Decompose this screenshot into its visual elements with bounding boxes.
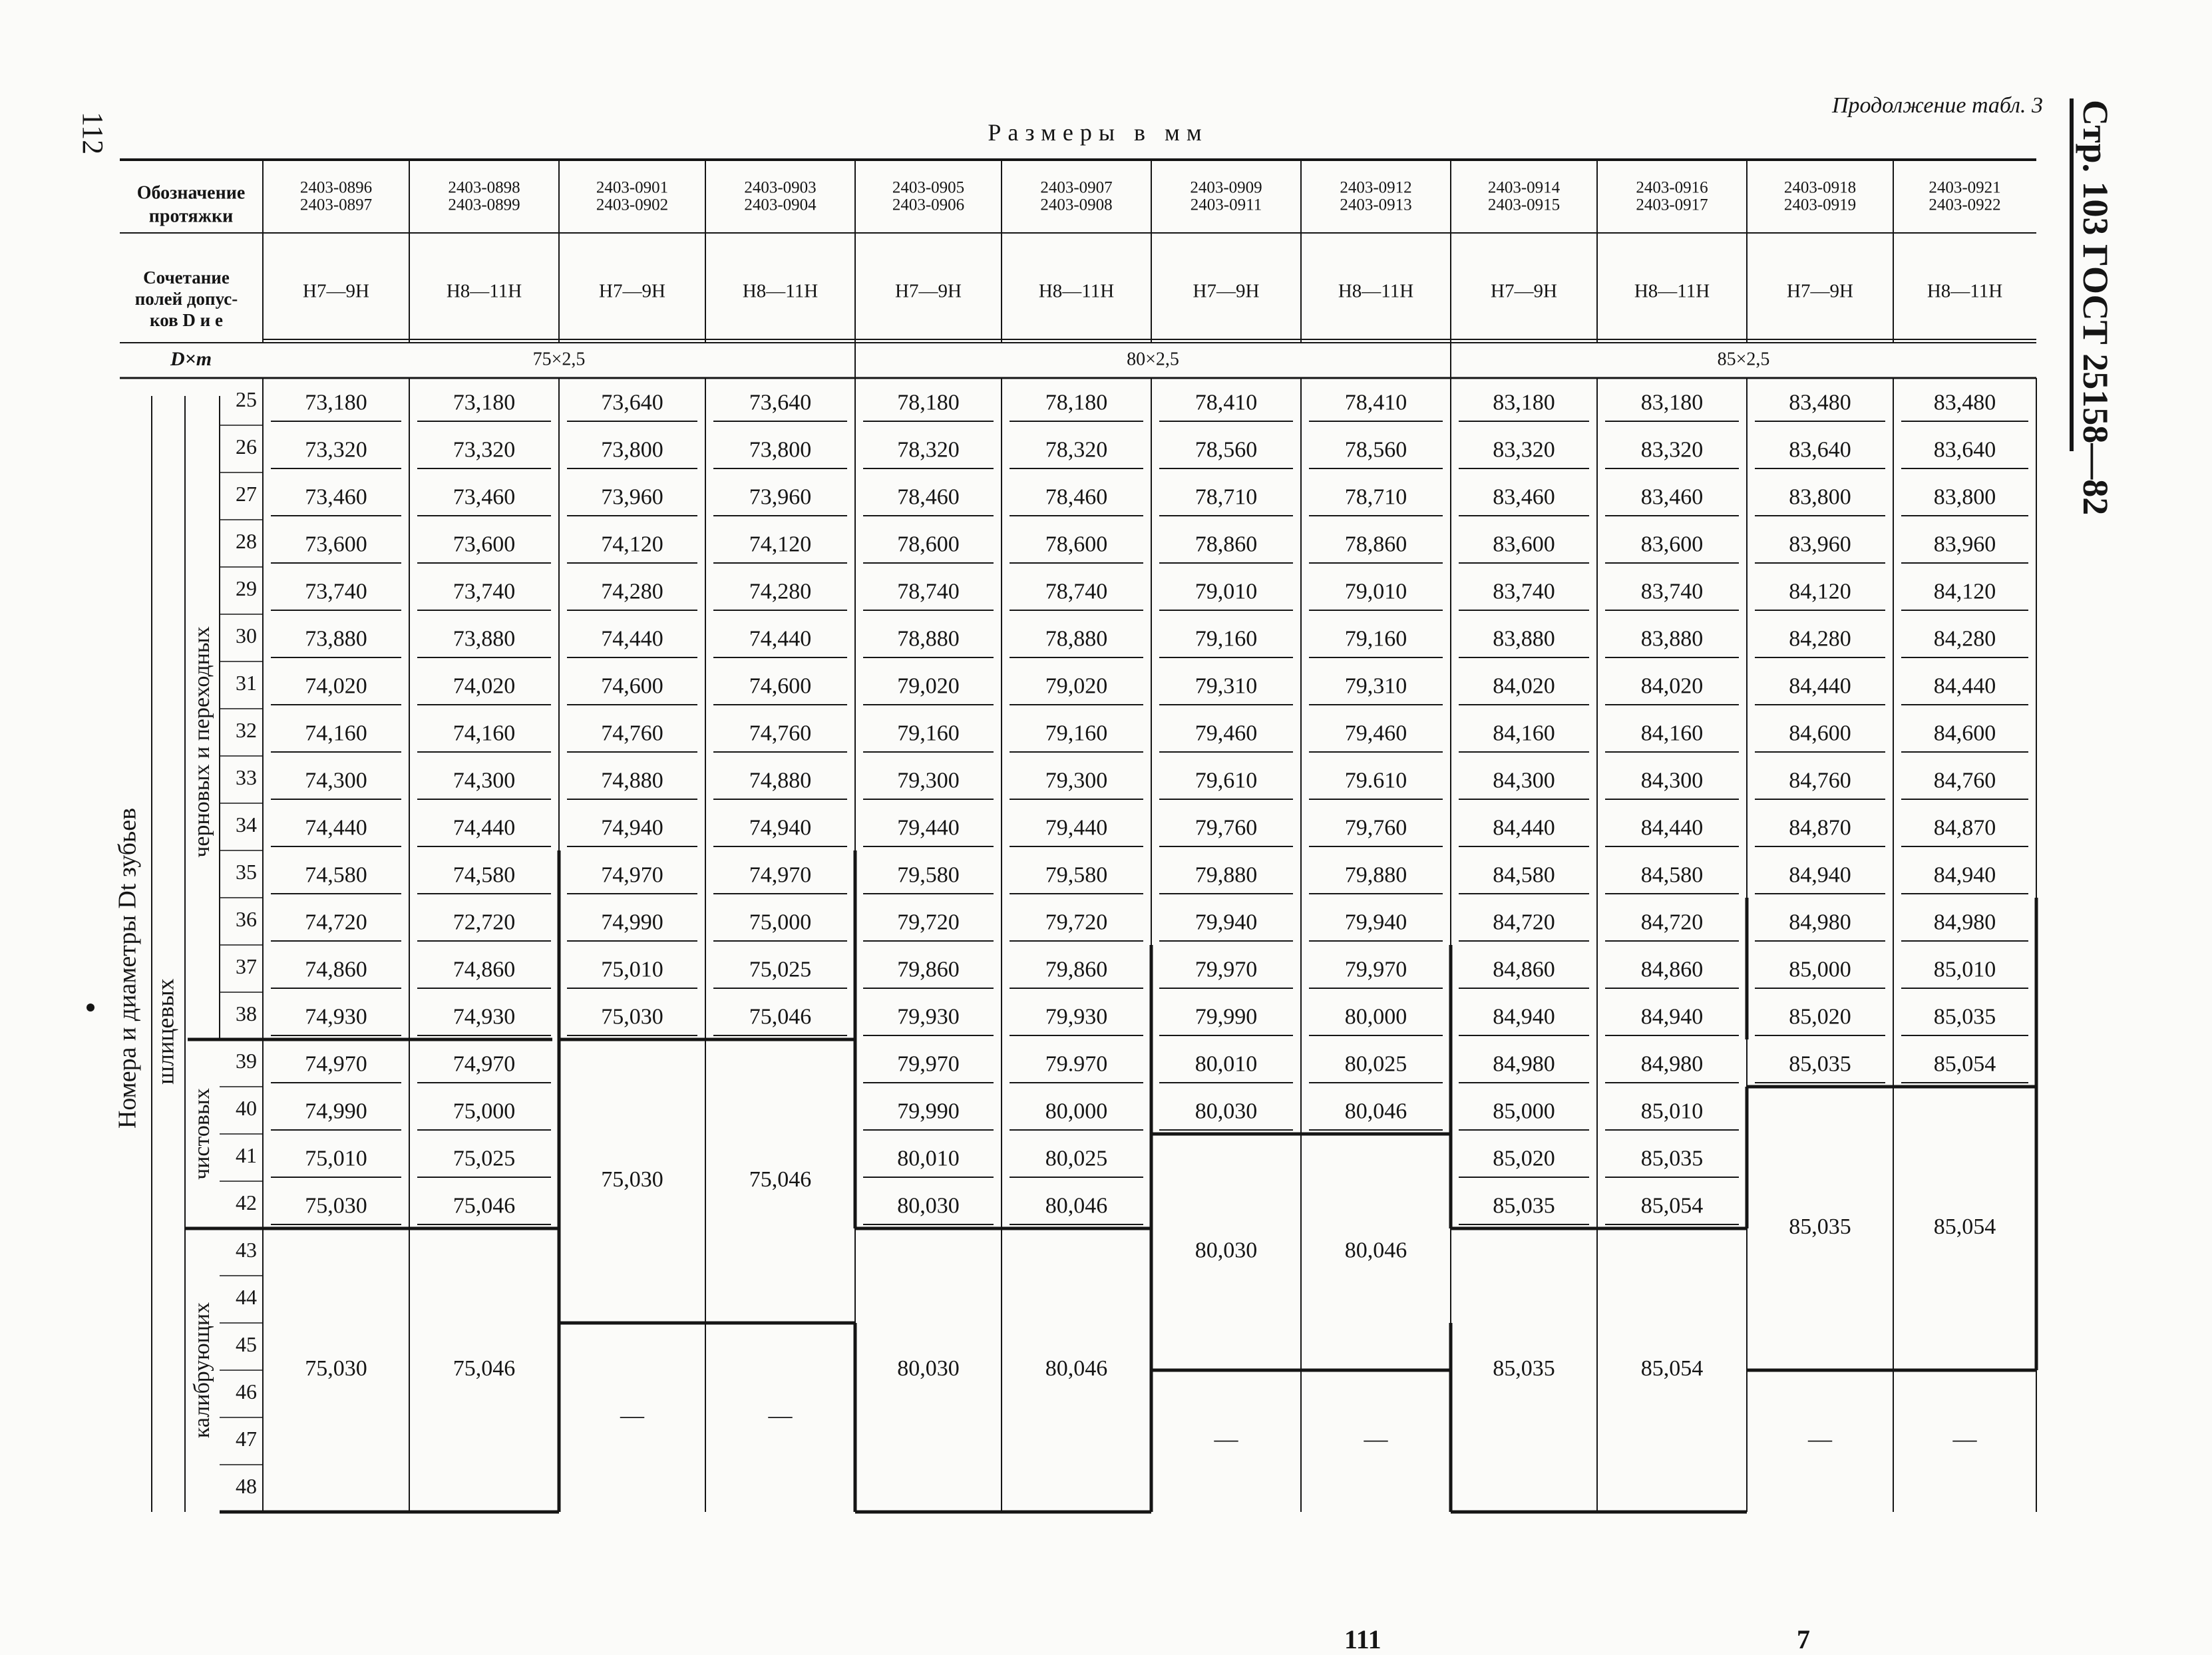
cell-value: 79,440 xyxy=(897,815,960,840)
row-number: 45 xyxy=(236,1332,257,1356)
cell-value: 78,560 xyxy=(1195,437,1258,462)
cell-value: 79,160 xyxy=(1344,626,1407,651)
column-code: 2403-0912 xyxy=(1340,178,1412,197)
cell-value: 79,970 xyxy=(1344,957,1407,982)
row-number: 26 xyxy=(236,434,257,459)
cell-value: 74,930 xyxy=(305,1004,367,1029)
dash-value: — xyxy=(1808,1425,1832,1452)
cell-value: 75,025 xyxy=(749,957,812,982)
cell-value: 79,310 xyxy=(1344,673,1407,699)
tolerance-label: ков D и e xyxy=(150,310,223,331)
cell-value: 79,970 xyxy=(1195,957,1258,982)
cell-value: 74,990 xyxy=(601,910,663,935)
cell-value: 84,980 xyxy=(1789,910,1851,935)
cell-value: 75,046 xyxy=(749,1004,812,1029)
row-main-label: Номера и диаметры Dt зубьев xyxy=(113,807,142,1129)
column-code: 2403-0919 xyxy=(1783,196,1857,214)
cell-value: 79,880 xyxy=(1344,862,1407,888)
cell-value: 84,160 xyxy=(1640,721,1704,746)
cell-value: 84,580 xyxy=(1640,862,1704,888)
cell-value: 74,860 xyxy=(305,957,367,982)
cell-value: 85,020 xyxy=(1493,1146,1555,1171)
dash-value: — xyxy=(620,1401,644,1429)
cell-value: 73,180 xyxy=(453,390,516,415)
column-tolerance: H8—11H xyxy=(1634,280,1710,302)
column-code: 2403-0897 xyxy=(299,196,373,214)
cell-value: 83,320 xyxy=(1493,437,1555,462)
cell-value: 74,990 xyxy=(305,1099,367,1124)
cell-value: 84,440 xyxy=(1640,815,1704,840)
cell-value: 74,880 xyxy=(601,768,663,793)
cell-value: 78,460 xyxy=(1045,484,1108,510)
cell-value: 79,020 xyxy=(897,673,960,699)
column-code: 2403-0902 xyxy=(596,196,669,214)
cell-value: 75,046 xyxy=(453,1193,516,1218)
column-code: 2403-0911 xyxy=(1190,196,1262,214)
dxm-label: D×m xyxy=(170,347,212,370)
column-tolerance: H7—9H xyxy=(1787,280,1853,302)
cell-value: 78,860 xyxy=(1344,532,1407,557)
designation-label: протяжки xyxy=(148,206,234,227)
cell-value: 83,480 xyxy=(1789,390,1851,415)
cell-value: 74,970 xyxy=(601,862,663,888)
row-group-rough-label: черновых и переходных xyxy=(189,626,214,858)
cell-value: 79,720 xyxy=(1045,910,1108,935)
cell-value: 79,940 xyxy=(1344,910,1407,935)
row-group-finish-label: чистовых xyxy=(189,1088,214,1180)
cell-value: 74,280 xyxy=(601,579,663,604)
cell-value: 79,010 xyxy=(1344,579,1407,604)
cell-value: 79,760 xyxy=(1344,815,1407,840)
cell-value: 73,600 xyxy=(305,532,367,557)
dash-value: — xyxy=(1214,1425,1238,1452)
cell-value: 85,010 xyxy=(1640,1099,1704,1124)
row-number: 27 xyxy=(236,481,257,506)
cell-value: 74,930 xyxy=(453,1004,516,1029)
cell-value: 75,030 xyxy=(305,1193,367,1218)
cell-value: 79,990 xyxy=(897,1099,960,1124)
row-number: 48 xyxy=(236,1473,257,1498)
cell-value: 74,940 xyxy=(601,815,663,840)
cell-value: 74,860 xyxy=(453,957,516,982)
merged-value: 85,054 xyxy=(1933,1214,1996,1239)
merged-value: 85,035 xyxy=(1493,1356,1555,1381)
column-code: 2403-0899 xyxy=(448,196,520,214)
cell-value: 78,710 xyxy=(1195,484,1258,510)
cell-value: 79,460 xyxy=(1344,721,1407,746)
dash-value: — xyxy=(1952,1425,1977,1452)
cell-value: 74,020 xyxy=(453,673,516,699)
row-number: 38 xyxy=(236,1001,257,1025)
cell-value: 74,580 xyxy=(453,862,516,888)
cell-value: 79,160 xyxy=(1195,626,1258,651)
cell-value: 79,310 xyxy=(1195,673,1258,699)
sizes-caption: Размеры в мм xyxy=(988,119,1208,146)
cell-value: 84,440 xyxy=(1789,673,1851,699)
cell-value: 78,860 xyxy=(1195,532,1258,557)
column-tolerance: H8—11H xyxy=(1338,280,1414,302)
cell-value: 78,600 xyxy=(1045,532,1108,557)
cell-value: 73,880 xyxy=(305,626,367,651)
column-tolerance: H7—9H xyxy=(1491,280,1557,302)
row-number: 37 xyxy=(236,954,257,978)
cell-value: 84,600 xyxy=(1933,721,1996,746)
column-tolerance: H7—9H xyxy=(599,280,665,302)
bottom-mark-left: 111 xyxy=(1344,1624,1382,1654)
column-tolerance: H7—9H xyxy=(1193,280,1260,302)
cell-value: 85,054 xyxy=(1933,1051,1996,1077)
cell-value: 84,870 xyxy=(1789,815,1851,840)
cell-value: 80,010 xyxy=(897,1146,960,1171)
cell-value: 84,760 xyxy=(1789,768,1851,793)
cell-value: 84,860 xyxy=(1493,957,1555,982)
row-spline-label: шлицевых xyxy=(152,978,179,1085)
cell-value: 79.970 xyxy=(1045,1051,1108,1077)
cell-value: 74,120 xyxy=(749,532,812,557)
cell-value: 85,035 xyxy=(1493,1193,1555,1218)
cell-value: 80,030 xyxy=(1195,1099,1258,1124)
dxm-group-label: 80×2,5 xyxy=(1127,349,1179,370)
column-code: 2403-0918 xyxy=(1783,178,1857,197)
cell-value: 74,760 xyxy=(749,721,812,746)
cell-value: 83,640 xyxy=(1789,437,1851,462)
cell-value: 84,280 xyxy=(1789,626,1851,651)
column-code: 2403-0915 xyxy=(1487,196,1561,214)
cell-value: 73,640 xyxy=(601,390,663,415)
cell-value: 79,300 xyxy=(1045,768,1108,793)
dash-value: — xyxy=(1364,1425,1388,1452)
row-number: 29 xyxy=(236,576,257,600)
cell-value: 75,010 xyxy=(601,957,663,982)
cell-value: 74,440 xyxy=(749,626,812,651)
tolerance-label: Сочетание xyxy=(143,268,230,288)
cell-value: 73,960 xyxy=(749,484,812,510)
cell-value: 84,940 xyxy=(1789,862,1851,888)
cell-value: 73,640 xyxy=(749,390,812,415)
cell-value: 73,180 xyxy=(305,390,367,415)
page-number-left: 112 xyxy=(77,111,109,155)
cell-value: 84,300 xyxy=(1640,768,1704,793)
cell-value: 83,180 xyxy=(1640,390,1704,415)
column-tolerance: H8—11H xyxy=(1038,280,1115,302)
cell-value: 85,035 xyxy=(1789,1051,1851,1077)
cell-value: 84,860 xyxy=(1640,957,1704,982)
cell-value: 79.610 xyxy=(1344,768,1407,793)
row-number: 39 xyxy=(236,1048,257,1073)
cell-value: 78,410 xyxy=(1344,390,1407,415)
row-number: 44 xyxy=(236,1284,257,1309)
designation-label: Обозначение xyxy=(136,182,246,204)
cell-value: 73,800 xyxy=(601,437,663,462)
cell-value: 85,035 xyxy=(1640,1146,1704,1171)
cell-value: 84,980 xyxy=(1640,1051,1704,1077)
column-tolerance: H8—11H xyxy=(1927,280,2003,302)
cell-value: 84,720 xyxy=(1493,910,1555,935)
cell-value: 84,940 xyxy=(1640,1004,1704,1029)
cell-value: 78,320 xyxy=(1045,437,1108,462)
bottom-mark-right: 7 xyxy=(1797,1624,1810,1654)
cell-value: 85,000 xyxy=(1493,1099,1555,1124)
row-number: 34 xyxy=(236,812,257,836)
cell-value: 73,460 xyxy=(305,484,367,510)
cell-value: 79,440 xyxy=(1045,815,1108,840)
merged-value: 80,030 xyxy=(1195,1238,1258,1263)
cell-value: 79,010 xyxy=(1195,579,1258,604)
cell-value: 83,740 xyxy=(1640,579,1704,604)
cell-value: 84,160 xyxy=(1493,721,1555,746)
row-number: 33 xyxy=(236,765,257,789)
cell-value: 74,580 xyxy=(305,862,367,888)
column-code: 2403-0921 xyxy=(1929,178,2001,197)
cell-value: 84,440 xyxy=(1933,673,1996,699)
cell-value: 79,930 xyxy=(897,1004,960,1029)
merged-value: 80,046 xyxy=(1344,1238,1407,1263)
cell-value: 74,760 xyxy=(601,721,663,746)
cell-value: 79,300 xyxy=(897,768,960,793)
cell-value: 85,035 xyxy=(1933,1004,1996,1029)
cell-value: 84,020 xyxy=(1640,673,1704,699)
row-group-calib-label: калибрующих xyxy=(189,1302,214,1439)
cell-value: 74,280 xyxy=(749,579,812,604)
cell-value: 84,440 xyxy=(1493,815,1555,840)
cell-value: 83,320 xyxy=(1640,437,1704,462)
cell-value: 84,940 xyxy=(1933,862,1996,888)
column-code: 2403-0901 xyxy=(596,178,669,197)
dxm-group-label: 85×2,5 xyxy=(1717,349,1770,370)
column-tolerance: H8—11H xyxy=(742,280,819,302)
cell-value: 73,740 xyxy=(453,579,516,604)
column-code: 2403-0908 xyxy=(1040,196,1113,214)
cell-value: 72,720 xyxy=(453,910,516,935)
cell-value: 74,600 xyxy=(749,673,812,699)
cell-value: 79,970 xyxy=(897,1051,960,1077)
cell-value: 75,000 xyxy=(453,1099,516,1124)
cell-value: 78,880 xyxy=(1045,626,1108,651)
cell-value: 78,740 xyxy=(897,579,960,604)
cell-value: 78,880 xyxy=(897,626,960,651)
cell-value: 85,000 xyxy=(1789,957,1851,982)
cell-value: 75,030 xyxy=(601,1004,663,1029)
cell-value: 74,120 xyxy=(601,532,663,557)
row-number: 41 xyxy=(236,1143,257,1167)
cell-value: 79,860 xyxy=(897,957,960,982)
cell-value: 80,000 xyxy=(1045,1099,1108,1124)
cell-value: 75,025 xyxy=(453,1146,516,1171)
cell-value: 73,460 xyxy=(453,484,516,510)
row-number: 28 xyxy=(236,528,257,553)
column-code: 2403-0914 xyxy=(1487,178,1561,197)
cell-value: 79,160 xyxy=(1045,721,1108,746)
row-number: 31 xyxy=(236,670,257,695)
cell-value: 80,025 xyxy=(1045,1146,1108,1171)
cell-value: 83,460 xyxy=(1640,484,1704,510)
cell-value: 74,440 xyxy=(601,626,663,651)
tolerance-label: полей допус- xyxy=(134,289,238,309)
cell-value: 85,020 xyxy=(1789,1004,1851,1029)
cell-value: 83,460 xyxy=(1493,484,1555,510)
cell-value: 83,960 xyxy=(1789,532,1851,557)
cell-value: 74,720 xyxy=(305,910,367,935)
cell-value: 74,440 xyxy=(305,815,367,840)
row-number: 47 xyxy=(236,1426,257,1451)
merged-value: 85,035 xyxy=(1789,1214,1851,1239)
cell-value: 83,600 xyxy=(1493,532,1555,557)
cell-value: 84,940 xyxy=(1493,1004,1555,1029)
cell-value: 85,010 xyxy=(1933,957,1996,982)
merged-value: 75,046 xyxy=(749,1167,812,1192)
cell-value: 84,600 xyxy=(1789,721,1851,746)
cell-value: 78,460 xyxy=(897,484,960,510)
cell-value: 84,120 xyxy=(1789,579,1851,604)
cell-value: 84,120 xyxy=(1933,579,1996,604)
column-code: 2403-0907 xyxy=(1040,178,1113,197)
row-number: 40 xyxy=(236,1095,257,1120)
cell-value: 73,800 xyxy=(749,437,812,462)
column-code: 2403-0909 xyxy=(1190,178,1262,197)
cell-value: 80,010 xyxy=(1195,1051,1258,1077)
cell-value: 74,160 xyxy=(305,721,367,746)
cell-value: 79,880 xyxy=(1195,862,1258,888)
cell-value: 78,740 xyxy=(1045,579,1108,604)
row-number: 36 xyxy=(236,906,257,931)
cell-value: 79,720 xyxy=(897,910,960,935)
cell-value: 79,940 xyxy=(1195,910,1258,935)
dxm-group-label: 75×2,5 xyxy=(532,349,586,370)
cell-value: 78,410 xyxy=(1195,390,1258,415)
cell-value: 84,980 xyxy=(1933,910,1996,935)
cell-value: 78,600 xyxy=(897,532,960,557)
cell-value: 74,300 xyxy=(453,768,516,793)
column-code: 2403-0906 xyxy=(892,196,965,214)
cell-value: 78,180 xyxy=(897,390,960,415)
merged-value: 75,046 xyxy=(453,1356,516,1381)
cell-value: 83,180 xyxy=(1493,390,1555,415)
cell-value: 79,610 xyxy=(1195,768,1258,793)
side-header: Стр. 103 ГОСТ 25158—82 xyxy=(2076,100,2116,516)
row-number: 32 xyxy=(236,717,257,742)
cell-value: 84,720 xyxy=(1640,910,1704,935)
cell-value: 85,054 xyxy=(1640,1193,1704,1218)
column-code: 2403-0913 xyxy=(1340,196,1412,214)
merged-value: 80,030 xyxy=(897,1356,960,1381)
row-number: 43 xyxy=(236,1237,257,1262)
cell-value: 83,640 xyxy=(1933,437,1996,462)
cell-value: 84,020 xyxy=(1493,673,1555,699)
cell-value: 78,180 xyxy=(1045,390,1108,415)
cell-value: 79,580 xyxy=(1045,862,1108,888)
cell-value: 84,870 xyxy=(1933,815,1996,840)
cell-value: 73,320 xyxy=(305,437,367,462)
column-tolerance: H7—9H xyxy=(303,280,369,302)
cell-value: 83,600 xyxy=(1640,532,1704,557)
column-code: 2403-0898 xyxy=(448,178,520,197)
cell-value: 79,930 xyxy=(1045,1004,1108,1029)
continuation-caption: Продолжение табл. 3 xyxy=(1831,93,2043,118)
dash-value: — xyxy=(768,1401,793,1429)
cell-value: 78,320 xyxy=(897,437,960,462)
cell-value: 78,710 xyxy=(1344,484,1407,510)
merged-value: 75,030 xyxy=(601,1167,663,1192)
cell-value: 83,740 xyxy=(1493,579,1555,604)
cell-value: 84,580 xyxy=(1493,862,1555,888)
cell-value: 79,860 xyxy=(1045,957,1108,982)
column-code: 2403-0904 xyxy=(744,196,817,214)
cell-value: 83,880 xyxy=(1493,626,1555,651)
cell-value: 74,940 xyxy=(749,815,812,840)
cell-value: 80,046 xyxy=(1045,1193,1108,1218)
cell-value: 79,760 xyxy=(1195,815,1258,840)
cell-value: 74,440 xyxy=(453,815,516,840)
cell-value: 83,800 xyxy=(1933,484,1996,510)
cell-value: 84,280 xyxy=(1933,626,1996,651)
cell-value: 74,970 xyxy=(453,1051,516,1077)
cell-value: 78,560 xyxy=(1344,437,1407,462)
cell-value: 73,600 xyxy=(453,532,516,557)
cell-value: 80,000 xyxy=(1344,1004,1407,1029)
cell-value: 74,300 xyxy=(305,768,367,793)
column-code: 2403-0916 xyxy=(1636,178,1708,197)
cell-value: 83,800 xyxy=(1789,484,1851,510)
cell-value: 75,010 xyxy=(305,1146,367,1171)
cell-value: 74,020 xyxy=(305,673,367,699)
cell-value: 79,580 xyxy=(897,862,960,888)
cell-value: 79,020 xyxy=(1045,673,1108,699)
cell-value: 73,320 xyxy=(453,437,516,462)
column-code: 2403-0917 xyxy=(1636,196,1708,214)
row-number: 30 xyxy=(236,623,257,647)
merged-value: 80,046 xyxy=(1045,1356,1108,1381)
cell-value: 79,990 xyxy=(1195,1004,1258,1029)
row-number: 25 xyxy=(236,387,257,411)
row-number: 35 xyxy=(236,859,257,884)
cell-value: 83,480 xyxy=(1933,390,1996,415)
cell-value: 73,740 xyxy=(305,579,367,604)
cell-value: 79,160 xyxy=(897,721,960,746)
cell-value: 80,030 xyxy=(897,1193,960,1218)
column-tolerance: H7—9H xyxy=(895,280,962,302)
cell-value: 79,460 xyxy=(1195,721,1258,746)
column-code: 2403-0896 xyxy=(299,178,373,197)
column-code: 2403-0905 xyxy=(892,178,965,197)
cell-value: 74,970 xyxy=(305,1051,367,1077)
cell-value: 75,000 xyxy=(749,910,812,935)
cell-value: 74,880 xyxy=(749,768,812,793)
cell-value: 84,760 xyxy=(1933,768,1996,793)
cell-value: 83,960 xyxy=(1933,532,1996,557)
cell-value: 74,160 xyxy=(453,721,516,746)
merged-value: 75,030 xyxy=(305,1356,367,1381)
cell-value: 83,880 xyxy=(1640,626,1704,651)
column-code: 2403-0922 xyxy=(1929,196,2001,214)
cell-value: 73,960 xyxy=(601,484,663,510)
column-tolerance: H8—11H xyxy=(446,280,522,302)
cell-value: 80,046 xyxy=(1344,1099,1407,1124)
cell-value: 80,025 xyxy=(1344,1051,1407,1077)
cell-value: 74,970 xyxy=(749,862,812,888)
row-number: 42 xyxy=(236,1190,257,1214)
cell-value: 73,880 xyxy=(453,626,516,651)
cell-value: 84,980 xyxy=(1493,1051,1555,1077)
cell-value: 74,600 xyxy=(601,673,663,699)
row-number: 46 xyxy=(236,1379,257,1403)
merged-value: 85,054 xyxy=(1640,1356,1704,1381)
cell-value: 84,300 xyxy=(1493,768,1555,793)
column-code: 2403-0903 xyxy=(744,178,817,197)
